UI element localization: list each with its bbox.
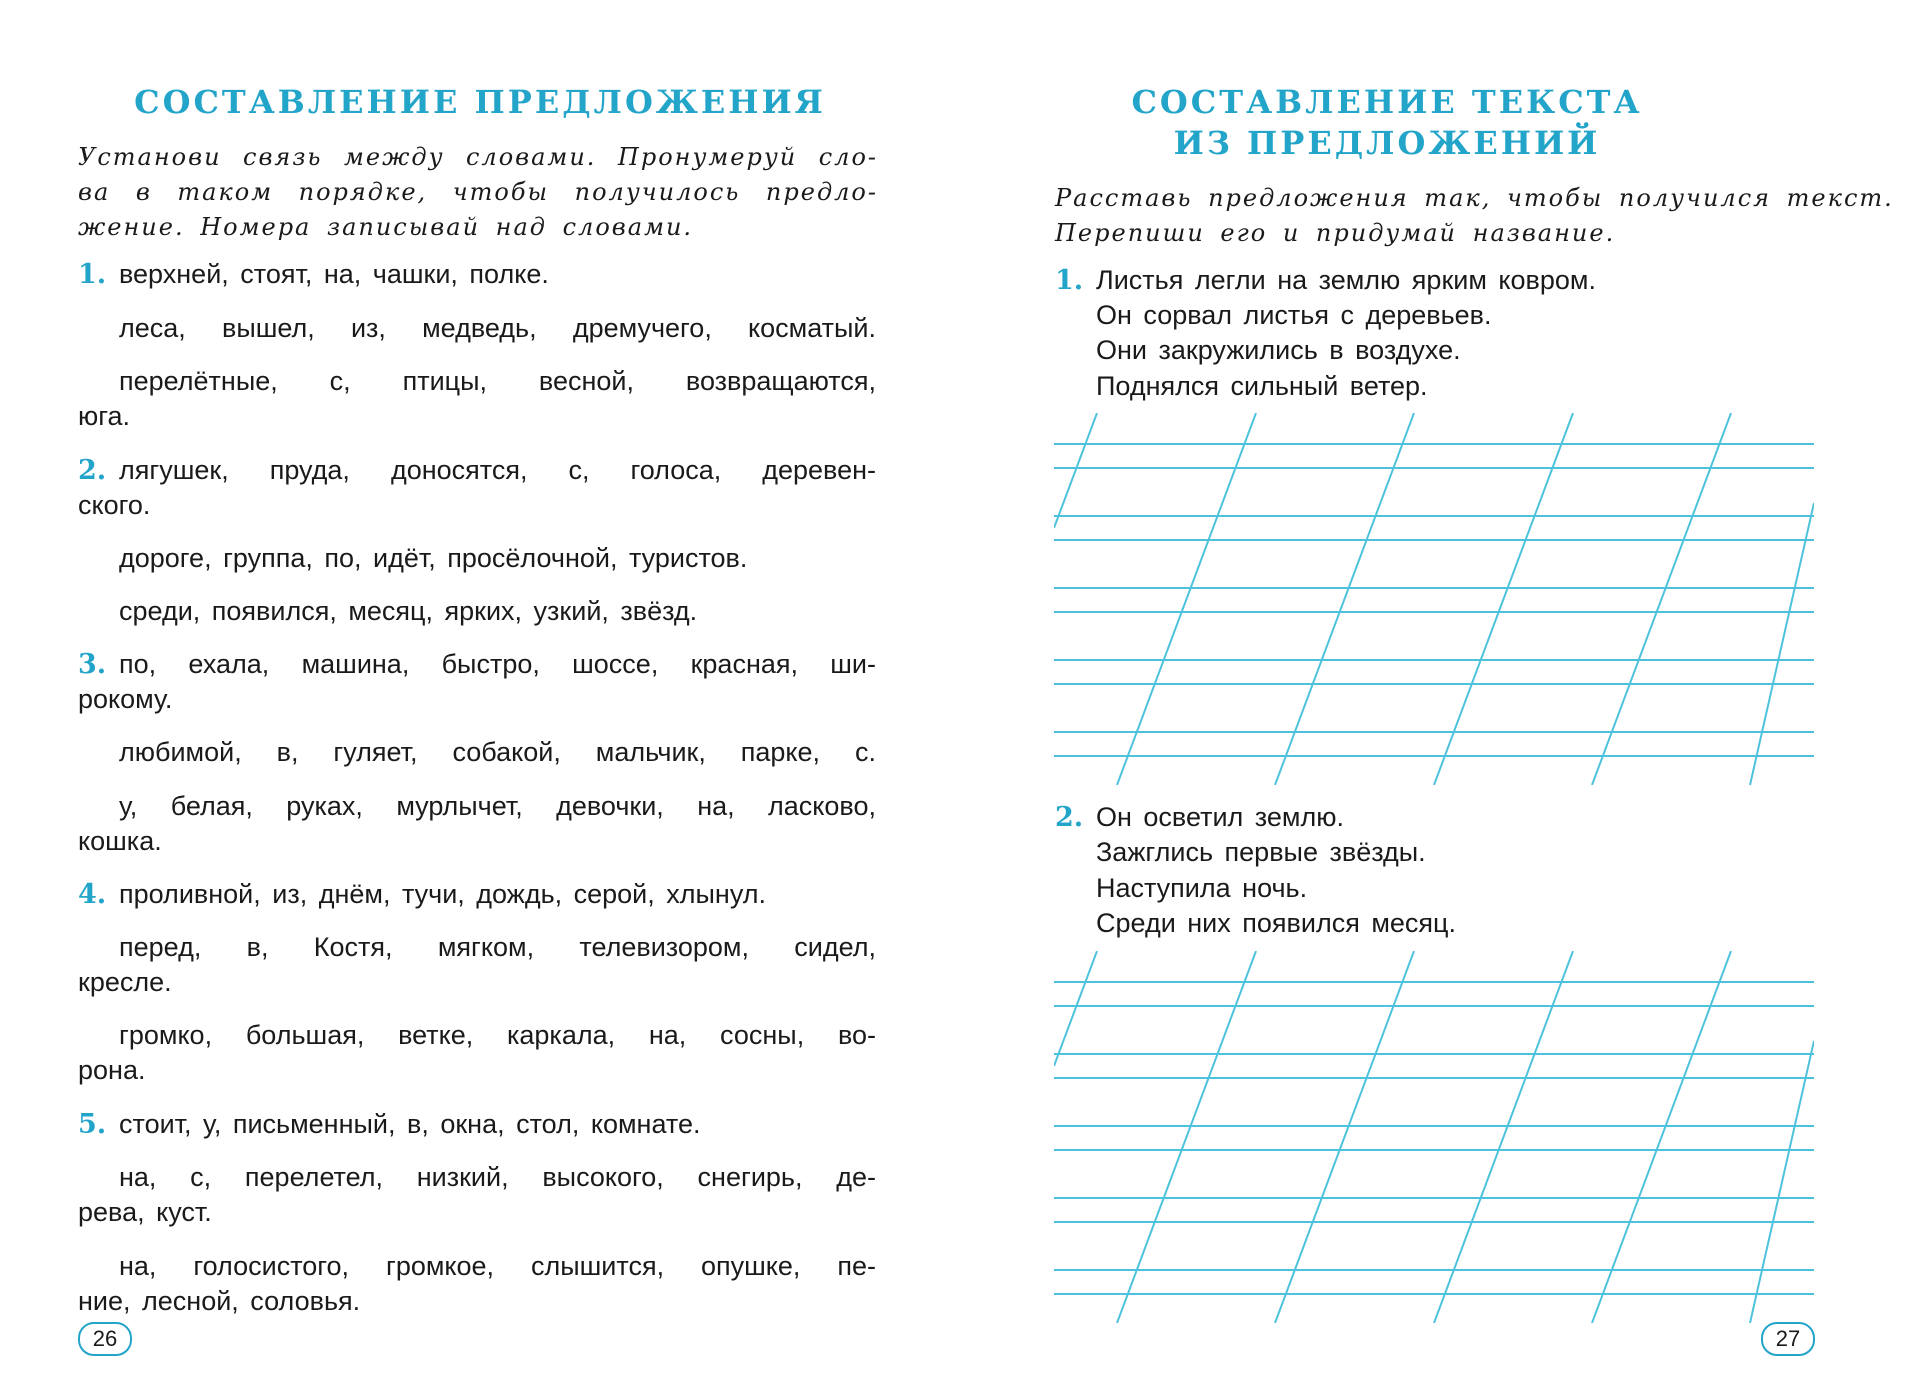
task-number-4: 4.	[78, 879, 107, 910]
right-instruction-line-2: Перепиши его и придумай название.	[1055, 219, 1616, 247]
left-instruction-line-3: жение. Номера записывай над словами.	[78, 213, 694, 241]
task-3-item-1-line-1: по, ехала, машина, быстро, шоссе, красная, ши-	[119, 649, 876, 679]
writing-grid-2[interactable]	[1054, 951, 1814, 1323]
task-3-item-3-line-1: у, белая, руках, мурлычет, девочки, на, ласково,	[119, 791, 876, 821]
right-page-title	[987, 82, 1787, 164]
right-task-2-sentence-3: Наступила ночь.	[1096, 873, 1308, 903]
task-1-item-1: верхней, стоят, на, чашки, полке.	[119, 259, 549, 289]
right-page-title-line-1: СОСТАВЛЕНИЕ ТЕКСТА	[1131, 83, 1643, 121]
right-instruction	[1055, 181, 1894, 251]
page-number-right: 27	[1761, 1322, 1815, 1356]
right-task-1-sentence-4: Поднялся сильный ветер.	[1096, 371, 1428, 401]
right-task-2-sentence-2: Зажглись первые звёзды.	[1096, 837, 1426, 867]
right-task-2-sentence-4: Среди них появился месяц.	[1096, 908, 1456, 938]
page-number-left: 26	[78, 1322, 132, 1356]
task-3-item-1-line-2: рокому.	[78, 684, 173, 714]
task-number-5: 5.	[78, 1109, 107, 1140]
right-task-number-2: 2.	[1055, 802, 1084, 833]
task-4-item-1: проливной, из, днём, тучи, дождь, серой, хлынул.	[119, 879, 767, 909]
task-5-item-3-line-2: ние, лесной, соловья.	[78, 1286, 361, 1316]
right-task-2-sentence-1: Он осветил землю.	[1096, 802, 1344, 832]
task-4-item-3-line-1: громко, большая, ветке, каркала, на, сосны, во-	[119, 1020, 876, 1050]
left-page-title	[80, 82, 880, 123]
task-2-item-1-line-1: лягушек, пруда, доносятся, с, голоса, деревен-	[119, 455, 876, 485]
left-instruction-line-1: Установи связь между словами. Пронумеруй сло-	[78, 143, 878, 171]
task-2-item-1-line-2: ского.	[78, 490, 151, 520]
left-page-title-text: СОСТАВЛЕНИЕ ПРЕДЛОЖЕНИЯ	[134, 83, 826, 121]
task-1-item-3-line-2: юга.	[78, 401, 131, 431]
writing-grid-1[interactable]	[1054, 413, 1814, 785]
task-3-item-3-line-2: кошка.	[78, 826, 162, 856]
task-1-item-2: леса, вышел, из, медведь, дремучего, косматый.	[119, 313, 876, 343]
task-5-item-3-line-1: на, голосистого, громкое, слышится, опушке, пе-	[119, 1251, 876, 1281]
task-number-1: 1.	[78, 259, 107, 290]
task-2-item-2: дороге, группа, по, идёт, просёлочной, туристов.	[119, 543, 748, 573]
task-5-item-2-line-2: рева, куст.	[78, 1197, 212, 1227]
task-number-2: 2.	[78, 455, 107, 486]
right-page	[957, 0, 1914, 1388]
right-instruction-line-1: Расставь предложения так, чтобы получился текст.	[1055, 184, 1894, 212]
task-4-item-3-line-2: рона.	[78, 1055, 146, 1085]
task-5-item-2-line-1: на, с, перелетел, низкий, высокого, снегирь, де-	[119, 1162, 876, 1192]
task-number-3: 3.	[78, 649, 107, 680]
left-instruction-line-2: ва в таком порядке, чтобы получилось предло-	[78, 178, 878, 206]
task-1-item-3-line-1: перелётные, с, птицы, весной, возвращаются,	[119, 366, 876, 396]
right-task-1-sentence-1: Листья легли на землю ярким ковром.	[1096, 265, 1596, 295]
task-4-item-2-line-1: перед, в, Костя, мягком, телевизором, сидел,	[119, 932, 876, 962]
task-4-item-2-line-2: кресле.	[78, 967, 172, 997]
right-page-title-line-2: ИЗ ПРЕДЛОЖЕНИЙ	[1173, 124, 1601, 162]
task-2-item-3: среди, появился, месяц, ярких, узкий, звёзд.	[119, 596, 698, 626]
left-instruction	[78, 140, 878, 245]
right-task-1-sentence-2: Он сорвал листья с деревьев.	[1096, 300, 1492, 330]
right-task-number-1: 1.	[1055, 265, 1084, 296]
task-3-item-2: любимой, в, гуляет, собакой, мальчик, парке, с.	[119, 737, 876, 767]
right-task-1-sentence-3: Они закружились в воздухе.	[1096, 335, 1461, 365]
task-5-item-1: стоит, у, письменный, в, окна, стол, комнате.	[119, 1109, 701, 1139]
